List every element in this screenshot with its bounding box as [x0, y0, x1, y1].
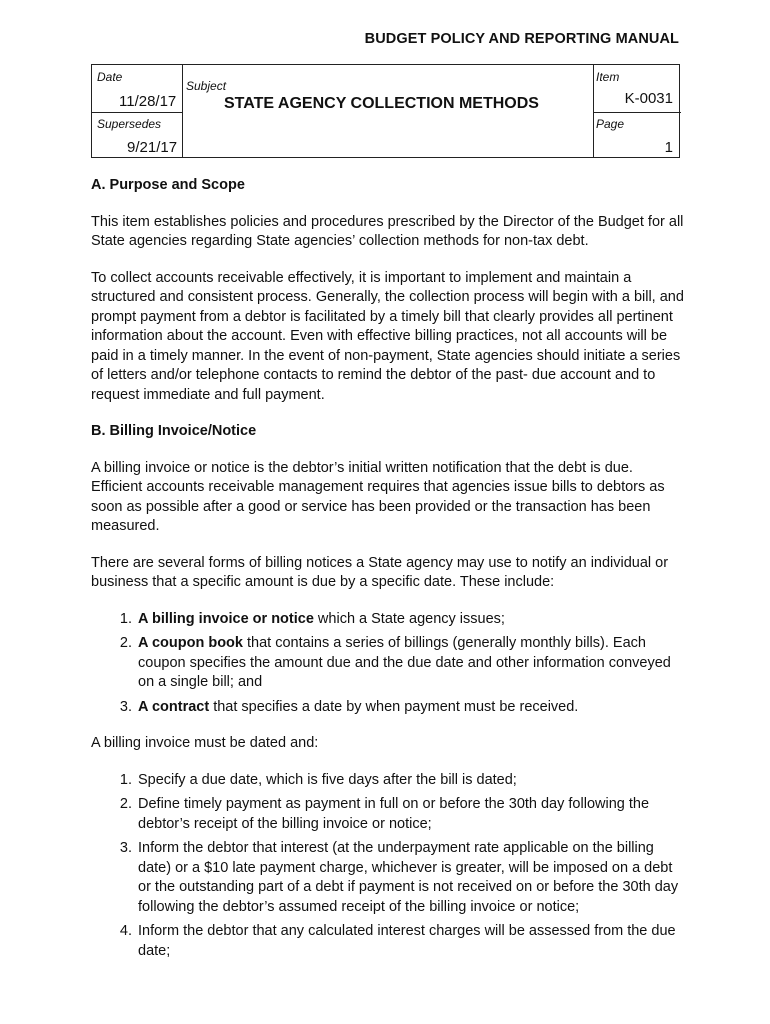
billing-requirements-list: [91, 771, 686, 962]
list-item-text: which a State agency issues;: [313, 610, 505, 627]
subject-label: Subject: [186, 79, 227, 93]
date-value: 11/28/17: [119, 93, 177, 110]
manual-title: BUDGET POLICY AND REPORTING MANUAL: [364, 31, 679, 47]
section-b-paragraph: A billing invoice or notice is the debtor’s initial written notification that the debt is due. Efficient accounts receivable management requires that agencies issue bills to debtors as soon as possible after a good or service has been provided or the transaction has been measured.: [91, 459, 665, 534]
item-label: Item: [596, 70, 620, 84]
list-item-term: A billing invoice or notice: [138, 610, 314, 627]
document-header-table: [91, 64, 680, 158]
list-item: 4. Inform the debtor that any calculated interest charges will be assessed from the due date;: [136, 922, 686, 961]
list-item: [136, 634, 686, 693]
list-item-text: that contains a series of billings (generally monthly bills). Each coupon specifies the amount due and the due date and other information conveyed on a single bill; and: [138, 635, 671, 690]
list-item-term: A coupon book: [138, 635, 243, 651]
subject-title: STATE AGENCY COLLECTION METHODS: [224, 95, 539, 112]
list-item: [136, 698, 686, 718]
list-item: [136, 610, 686, 630]
list-item-text: that specifies a date by when payment must be received.: [209, 698, 579, 715]
list-item: 3. Inform the debtor that interest (at the underpayment rate applicable on the billing date) or a $10 late payment charge, whichever is greater, will be imposed on a debt or the outstanding part of a debt if payment is not received on or before the 30th day following the debtor’s assumed receipt of the billing invoice or notice;: [136, 839, 686, 917]
section-a-paragraph: To collect accounts receivable effectively, it is important to implement and maintain a structured and consistent process. Generally, the collection process will begin with a bill, and prompt payment from a debtor is facilitated by a timely bill that clearly provides all pertinent information about the account. Even with effective billing practices, not all accounts will be paid in a timely manner. In the event of non-payment, State agencies should initiate a series of letters and/or telephone contacts to remind the debtor of the past- due account and to request immediate and full payment.: [91, 269, 684, 403]
page-value: 1: [664, 139, 673, 156]
header-divider-right: [593, 65, 594, 157]
section-a-paragraph: This item establishes policies and procedures prescribed by the Director of the Budget for all State agencies regarding State agencies’ collection methods for non-tax debt.: [91, 213, 684, 249]
list-item: 2. Define timely payment as payment in full on or before the 30th day following the debtor’s receipt of the billing invoice or notice;: [136, 795, 686, 834]
list-item-term: A contract: [138, 698, 210, 715]
item-value: K-0031: [624, 90, 673, 107]
page-label: Page: [596, 117, 625, 131]
document-body: [91, 176, 686, 978]
header-divider-date: [92, 112, 182, 113]
section-a-heading: A. Purpose and Scope: [91, 177, 245, 193]
billing-requirements-intro: A billing invoice must be dated and:: [91, 735, 319, 751]
header-divider-left: [182, 65, 183, 157]
section-b-heading: B. Billing Invoice/Notice: [91, 423, 257, 439]
header-divider-item: [593, 112, 681, 113]
list-item: 1. Specify a due date, which is five days after the bill is dated;: [136, 771, 686, 791]
section-b-paragraph: There are several forms of billing notices a State agency may use to notify an individual or business that a specific amount is due by a specific date. These include:: [91, 554, 669, 590]
supersedes-value: 9/21/17: [127, 139, 178, 156]
date-label: Date: [97, 70, 123, 84]
billing-forms-list: [91, 610, 686, 718]
supersedes-label: Supersedes: [97, 117, 162, 131]
